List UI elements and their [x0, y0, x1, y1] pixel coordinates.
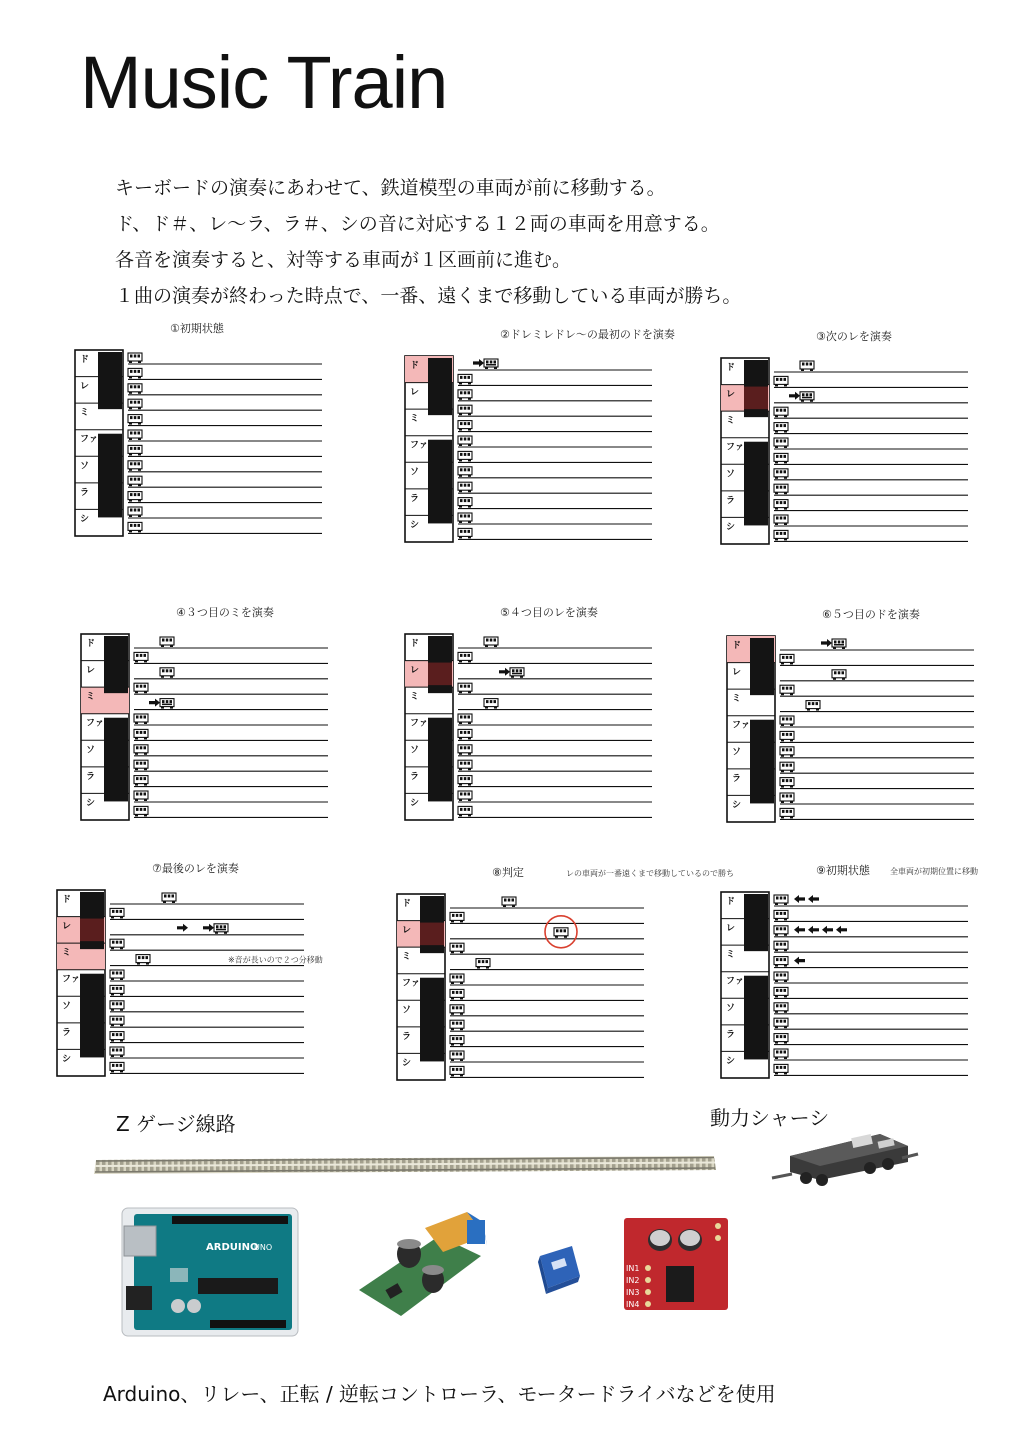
- diagram-4-key-label: シ: [86, 798, 96, 809]
- diagram-3-key-label: ファ: [726, 442, 744, 453]
- diagram-9-car-4: [774, 941, 788, 951]
- diagram-7: [56, 858, 376, 1088]
- diagram-2-car-4: [458, 405, 472, 415]
- diagram-3-key-label: レ: [726, 389, 736, 400]
- diagram-6-car-7: [780, 731, 794, 741]
- diagram-1-black-keys-2: [98, 434, 122, 518]
- track-label: Z ゲージ線路: [116, 1112, 236, 1136]
- diagram-9-key-label: ド: [726, 897, 736, 907]
- diagram-7-car-2: [110, 908, 124, 918]
- diagram-9-key-label: レ: [726, 923, 736, 934]
- diagram-8-car-6: [450, 974, 464, 984]
- diagram-6-key-label: ラ: [732, 773, 742, 784]
- arduino-model-text: UNO: [254, 1243, 273, 1252]
- diagram-1-key-label: ソ: [80, 461, 90, 472]
- diagram-5-key-label: シ: [410, 798, 420, 809]
- diagram-7-car-10: [110, 1032, 124, 1042]
- diagram-9-car-7: [774, 987, 788, 997]
- diagram-2-car-7: [458, 451, 472, 461]
- diagram-2-black-keys-1: [428, 358, 452, 415]
- diagram-1-key-label: ファ: [80, 434, 98, 445]
- diagram-9-arrow-left: [822, 926, 833, 934]
- diagram-6-car-11: [780, 793, 794, 803]
- diagram-2-car-5: [458, 421, 472, 431]
- diagram-8-note: レの車両が一番遠くまで移動しているので勝ち: [566, 869, 734, 878]
- diagram-7-key-label: ラ: [62, 1027, 72, 1038]
- diagram-9-key-label: ラ: [726, 1029, 736, 1040]
- diagram-3-car-1: [800, 361, 814, 371]
- diagram-6-car-8: [780, 747, 794, 757]
- diagram-9-car-3: [774, 926, 788, 936]
- diagram-4-title: ④３つ目のミを演奏: [176, 606, 274, 619]
- diagram-4-car-5: [160, 699, 174, 709]
- diagram-8-car-5: [476, 959, 490, 969]
- diagram-8-key-label: レ: [402, 925, 412, 936]
- diagram-9-key-label: ソ: [726, 1003, 736, 1014]
- driver-pin-in2: IN2: [626, 1276, 640, 1285]
- diagram-2-key-label: ファ: [410, 440, 428, 451]
- diagram-6-key-label: シ: [732, 800, 742, 811]
- diagram-9-arrow-left: [794, 957, 805, 965]
- diagram-9: [720, 860, 1024, 1090]
- diagram-4-car-12: [134, 806, 148, 816]
- diagram-1-car-9: [128, 476, 142, 486]
- diagram-4-key-label: ラ: [86, 771, 96, 782]
- diagram-1-car-10: [128, 492, 142, 502]
- diagram-3-car-9: [774, 484, 788, 494]
- diagram-2-title: ②ドレミレドレ〜の最初のドを演奏: [500, 328, 675, 341]
- diagram-1-key-label: レ: [80, 381, 90, 392]
- diagram-6-black-keys-2: [750, 720, 774, 804]
- diagram-9-car-12: [774, 1064, 788, 1074]
- diagram-7-car-11: [110, 1047, 124, 1057]
- diagram-3-car-10: [774, 500, 788, 510]
- diagram-3-car-3: [800, 392, 814, 402]
- diagram-5-key-label: ミ: [410, 692, 420, 703]
- diagram-4-key-label: ド: [86, 639, 96, 649]
- intro-line-1: キーボードの演奏にあわせて、鉄道模型の車両が前に移動する。: [115, 177, 666, 199]
- diagram-2-car-8: [458, 467, 472, 477]
- diagram-7-car-12: [110, 1062, 124, 1072]
- diagram-8-car-8: [450, 1005, 464, 1015]
- diagram-3-key-label: ラ: [726, 495, 736, 506]
- intro-line-4: １曲の演奏が終わった時点で、一番、遠くまで移動している車両が勝ち。: [115, 285, 742, 307]
- diagram-6-car-1: [832, 639, 846, 649]
- diagram-2-arrow-right: [473, 359, 484, 367]
- diagram-6-key-label: ソ: [732, 747, 742, 758]
- diagram-2-car-12: [458, 528, 472, 538]
- diagram-4-car-4: [134, 683, 148, 693]
- diagram-8-key-label: シ: [402, 1058, 412, 1069]
- diagram-7-arrow-right: [177, 924, 188, 932]
- diagram-8-car-2: [450, 912, 464, 922]
- diagram-7-key-label: シ: [62, 1054, 72, 1065]
- diagram-2-car-10: [458, 498, 472, 508]
- diagram-2-car-2: [458, 374, 472, 384]
- diagram-2-car-1: [484, 359, 498, 369]
- diagram-5-black-keys-2: [428, 718, 452, 802]
- diagram-2-key-label: ソ: [410, 467, 420, 478]
- diagram-7-title: ⑦最後のレを演奏: [152, 862, 239, 875]
- diagram-7-note: ※音が長いので２つ分移動: [228, 955, 323, 965]
- diagram-9-key-label: シ: [726, 1056, 736, 1067]
- diagram-2-key-label: ド: [410, 361, 420, 371]
- diagram-5-car-2: [458, 652, 472, 662]
- diagram-8-svg: [396, 862, 734, 1092]
- diagram-1-key-label: シ: [80, 514, 90, 525]
- diagram-6-svg: [726, 604, 1024, 834]
- diagram-8-car-1: [502, 897, 516, 907]
- diagram-9-car-10: [774, 1034, 788, 1044]
- diagram-4-black-keys-1: [104, 636, 128, 693]
- diagram-5-title: ⑤４つ目のレを演奏: [500, 606, 598, 619]
- diagram-9-car-1: [774, 895, 788, 905]
- diagram-5-key-label: ド: [410, 639, 420, 649]
- diagram-8-car-11: [450, 1051, 464, 1061]
- diagram-3-car-4: [774, 407, 788, 417]
- diagram-6-car-2: [780, 654, 794, 664]
- diagram-4: [80, 602, 400, 832]
- diagram-7-key-label: レ: [62, 921, 72, 932]
- parts-caption: Arduino、リレー、正転 / 逆転コントローラ、モータードライバなどを使用: [103, 1382, 776, 1406]
- diagram-6-key-label: ファ: [732, 720, 750, 731]
- diagram-5-car-11: [458, 791, 472, 801]
- diagram-2-car-11: [458, 513, 472, 523]
- diagram-6-car-6: [780, 716, 794, 726]
- diagram-4-svg: [80, 602, 400, 832]
- diagram-4-black-keys-2: [104, 718, 128, 802]
- diagram-7-car-7: [110, 985, 124, 995]
- diagram-7-arrow-right: [203, 924, 214, 932]
- diagram-7-car-8: [110, 1001, 124, 1011]
- diagram-7-car-6: [110, 970, 124, 980]
- diagram-5-car-3: [510, 668, 524, 678]
- diagram-8-car-3: [554, 928, 568, 938]
- diagram-6-car-3: [832, 670, 846, 680]
- diagram-5-car-9: [458, 760, 472, 770]
- diagram-6-car-4: [780, 685, 794, 695]
- diagram-1-key-label: ド: [80, 355, 90, 365]
- diagram-3-svg: [720, 326, 1024, 556]
- diagram-9-svg: [720, 860, 1024, 1090]
- diagram-6-car-10: [780, 778, 794, 788]
- diagram-4-car-1: [160, 637, 174, 647]
- driver-pin-in1: IN1: [626, 1264, 640, 1273]
- diagram-2-svg: [404, 324, 724, 554]
- diagram-2: [404, 324, 724, 554]
- diagram-8-key-label: ド: [402, 899, 412, 909]
- diagram-6-car-12: [780, 808, 794, 818]
- relay-image: [534, 1242, 584, 1300]
- diagram-7-car-3: [214, 924, 228, 934]
- diagram-9-note: 全車両が初期位置に移動: [890, 867, 978, 876]
- diagram-2-car-3: [458, 390, 472, 400]
- diagram-6-key-label: ミ: [732, 694, 742, 705]
- diagram-3-car-6: [774, 438, 788, 448]
- diagram-2-black-keys-2: [428, 440, 452, 524]
- diagram-1-key-label: ミ: [80, 408, 90, 419]
- diagram-3-car-11: [774, 515, 788, 525]
- arduino-board-image: [120, 1206, 302, 1340]
- diagram-8-title: ⑧判定: [492, 866, 524, 879]
- diagram-3-car-2: [774, 376, 788, 386]
- diagram-9-car-2: [774, 910, 788, 920]
- diagram-5-car-1: [484, 637, 498, 647]
- diagram-9-arrow-left: [836, 926, 847, 934]
- diagram-7-black-keys-2: [80, 974, 104, 1058]
- diagram-9-key-label: ファ: [726, 976, 744, 987]
- diagram-4-car-8: [134, 745, 148, 755]
- diagram-1-car-1: [128, 353, 142, 363]
- diagram-9-car-9: [774, 1018, 788, 1028]
- diagram-1-car-2: [128, 368, 142, 378]
- diagram-9-car-11: [774, 1049, 788, 1059]
- motor-driver-image: [622, 1216, 732, 1314]
- diagram-8-black-keys-2: [420, 978, 444, 1062]
- diagram-3: [720, 326, 1024, 556]
- intro-text: [115, 170, 741, 314]
- diagram-9-car-5: [774, 957, 788, 967]
- diagram-8-car-7: [450, 989, 464, 999]
- diagram-5-car-10: [458, 776, 472, 786]
- diagram-3-title: ③次のレを演奏: [816, 330, 892, 343]
- diagram-6: [726, 604, 1024, 834]
- diagram-2-car-9: [458, 482, 472, 492]
- diagram-2-key-label: レ: [410, 387, 420, 398]
- diagram-4-car-11: [134, 791, 148, 801]
- diagram-5-car-7: [458, 729, 472, 739]
- diagram-9-arrow-left: [808, 926, 819, 934]
- diagram-1-car-11: [128, 507, 142, 517]
- diagram-4-key-label: ファ: [86, 718, 104, 729]
- diagram-1-black-keys-1: [98, 352, 122, 409]
- diagram-2-key-label: ラ: [410, 493, 420, 504]
- diagram-3-car-5: [774, 423, 788, 433]
- diagram-9-car-8: [774, 1003, 788, 1013]
- diagram-9-title: ⑨初期状態: [816, 864, 870, 877]
- diagram-1: [74, 318, 394, 548]
- diagram-1-car-7: [128, 445, 142, 455]
- diagram-1-car-5: [128, 415, 142, 425]
- diagram-2-key-label: シ: [410, 520, 420, 531]
- diagram-4-car-3: [160, 668, 174, 678]
- diagram-3-key-label: ソ: [726, 469, 736, 480]
- diagram-2-key-label: ミ: [410, 414, 420, 425]
- diagram-7-key-label: ソ: [62, 1001, 72, 1012]
- diagram-8-key-label: ラ: [402, 1031, 412, 1042]
- diagram-3-key-label: ド: [726, 363, 736, 373]
- diagram-9-key-label: ミ: [726, 950, 736, 961]
- diagram-6-key-label: ド: [732, 641, 742, 651]
- diagram-7-svg: [56, 858, 376, 1088]
- diagram-6-title: ⑥５つ目のドを演奏: [822, 608, 920, 621]
- diagram-1-key-label: ラ: [80, 487, 90, 498]
- diagram-3-car-8: [774, 469, 788, 479]
- diagram-4-key-label: ミ: [86, 692, 96, 703]
- diagram-1-car-6: [128, 430, 142, 440]
- diagram-3-car-12: [774, 530, 788, 540]
- diagram-5-arrow-right: [499, 668, 510, 676]
- diagram-6-arrow-right: [821, 639, 832, 647]
- arduino-logo-text: ARDUINO: [206, 1242, 259, 1253]
- diagram-9-arrow-left: [794, 895, 805, 903]
- diagram-1-car-12: [128, 522, 142, 532]
- diagram-7-key-label: ファ: [62, 974, 80, 985]
- diagram-9-arrow-left: [794, 926, 805, 934]
- diagram-8: [396, 862, 734, 1092]
- diagram-3-key-label: ミ: [726, 416, 736, 427]
- diagram-1-svg: [74, 318, 394, 548]
- diagram-5-car-4: [458, 683, 472, 693]
- diagram-5-key-label: ソ: [410, 745, 420, 756]
- diagram-7-car-4: [110, 939, 124, 949]
- diagram-4-car-2: [134, 652, 148, 662]
- diagram-9-car-6: [774, 972, 788, 982]
- diagram-4-car-6: [134, 714, 148, 724]
- diagram-8-car-12: [450, 1066, 464, 1076]
- diagram-9-black-keys-1: [744, 894, 768, 951]
- diagram-5: [404, 602, 724, 832]
- diagram-5-car-6: [458, 714, 472, 724]
- diagram-5-key-label: レ: [410, 665, 420, 676]
- diagram-3-black-keys-2: [744, 442, 768, 526]
- page-title: Music Train: [80, 41, 448, 124]
- driver-pin-in4: IN4: [626, 1300, 640, 1309]
- diagram-8-car-10: [450, 1036, 464, 1046]
- diagram-1-car-4: [128, 399, 142, 409]
- intro-line-3: 各音を演奏すると、対等する車両が１区画前に進む。: [115, 249, 572, 271]
- diagram-7-key-label: ド: [62, 895, 72, 905]
- diagram-7-car-1: [162, 893, 176, 903]
- diagram-6-car-5: [806, 701, 820, 711]
- z-gauge-track: [90, 1150, 720, 1180]
- diagram-3-arrow-right: [789, 392, 800, 400]
- controller-board-image: [355, 1206, 490, 1324]
- diagram-1-car-3: [128, 384, 142, 394]
- diagram-5-car-5: [484, 699, 498, 709]
- diagram-3-car-7: [774, 453, 788, 463]
- diagram-4-car-9: [134, 760, 148, 770]
- diagram-5-car-8: [458, 745, 472, 755]
- diagram-6-car-9: [780, 762, 794, 772]
- diagram-9-black-keys-2: [744, 976, 768, 1060]
- diagram-7-key-label: ミ: [62, 948, 72, 959]
- diagram-3-key-label: シ: [726, 522, 736, 533]
- diagram-1-title: ①初期状態: [170, 322, 224, 335]
- diagram-7-car-5: [136, 955, 150, 965]
- diagram-7-car-9: [110, 1016, 124, 1026]
- diagram-4-car-7: [134, 729, 148, 739]
- diagram-4-arrow-right: [149, 699, 160, 707]
- diagram-8-key-label: ミ: [402, 952, 412, 963]
- diagram-4-key-label: ソ: [86, 745, 96, 756]
- diagram-4-car-10: [134, 776, 148, 786]
- diagram-8-key-label: ソ: [402, 1005, 412, 1016]
- diagram-9-arrow-left: [808, 895, 819, 903]
- diagram-8-car-4: [450, 943, 464, 953]
- diagram-8-car-9: [450, 1020, 464, 1030]
- intro-line-2: ド、ド＃、レ〜ラ、ラ＃、シの音に対応する１２両の車両を用意する。: [115, 213, 720, 235]
- diagram-6-key-label: レ: [732, 667, 742, 678]
- diagram-2-car-6: [458, 436, 472, 446]
- diagram-5-svg: [404, 602, 724, 832]
- diagram-4-key-label: レ: [86, 665, 96, 676]
- diagram-5-key-label: ラ: [410, 771, 420, 782]
- diagram-5-car-12: [458, 806, 472, 816]
- diagram-8-key-label: ファ: [402, 978, 420, 989]
- diagram-5-key-label: ファ: [410, 718, 428, 729]
- diagram-6-black-keys-1: [750, 638, 774, 695]
- driver-pin-in3: IN3: [626, 1288, 640, 1297]
- diagram-1-car-8: [128, 461, 142, 471]
- power-chassis: [770, 1128, 920, 1190]
- chassis-label: 動力シャーシ: [710, 1106, 830, 1130]
